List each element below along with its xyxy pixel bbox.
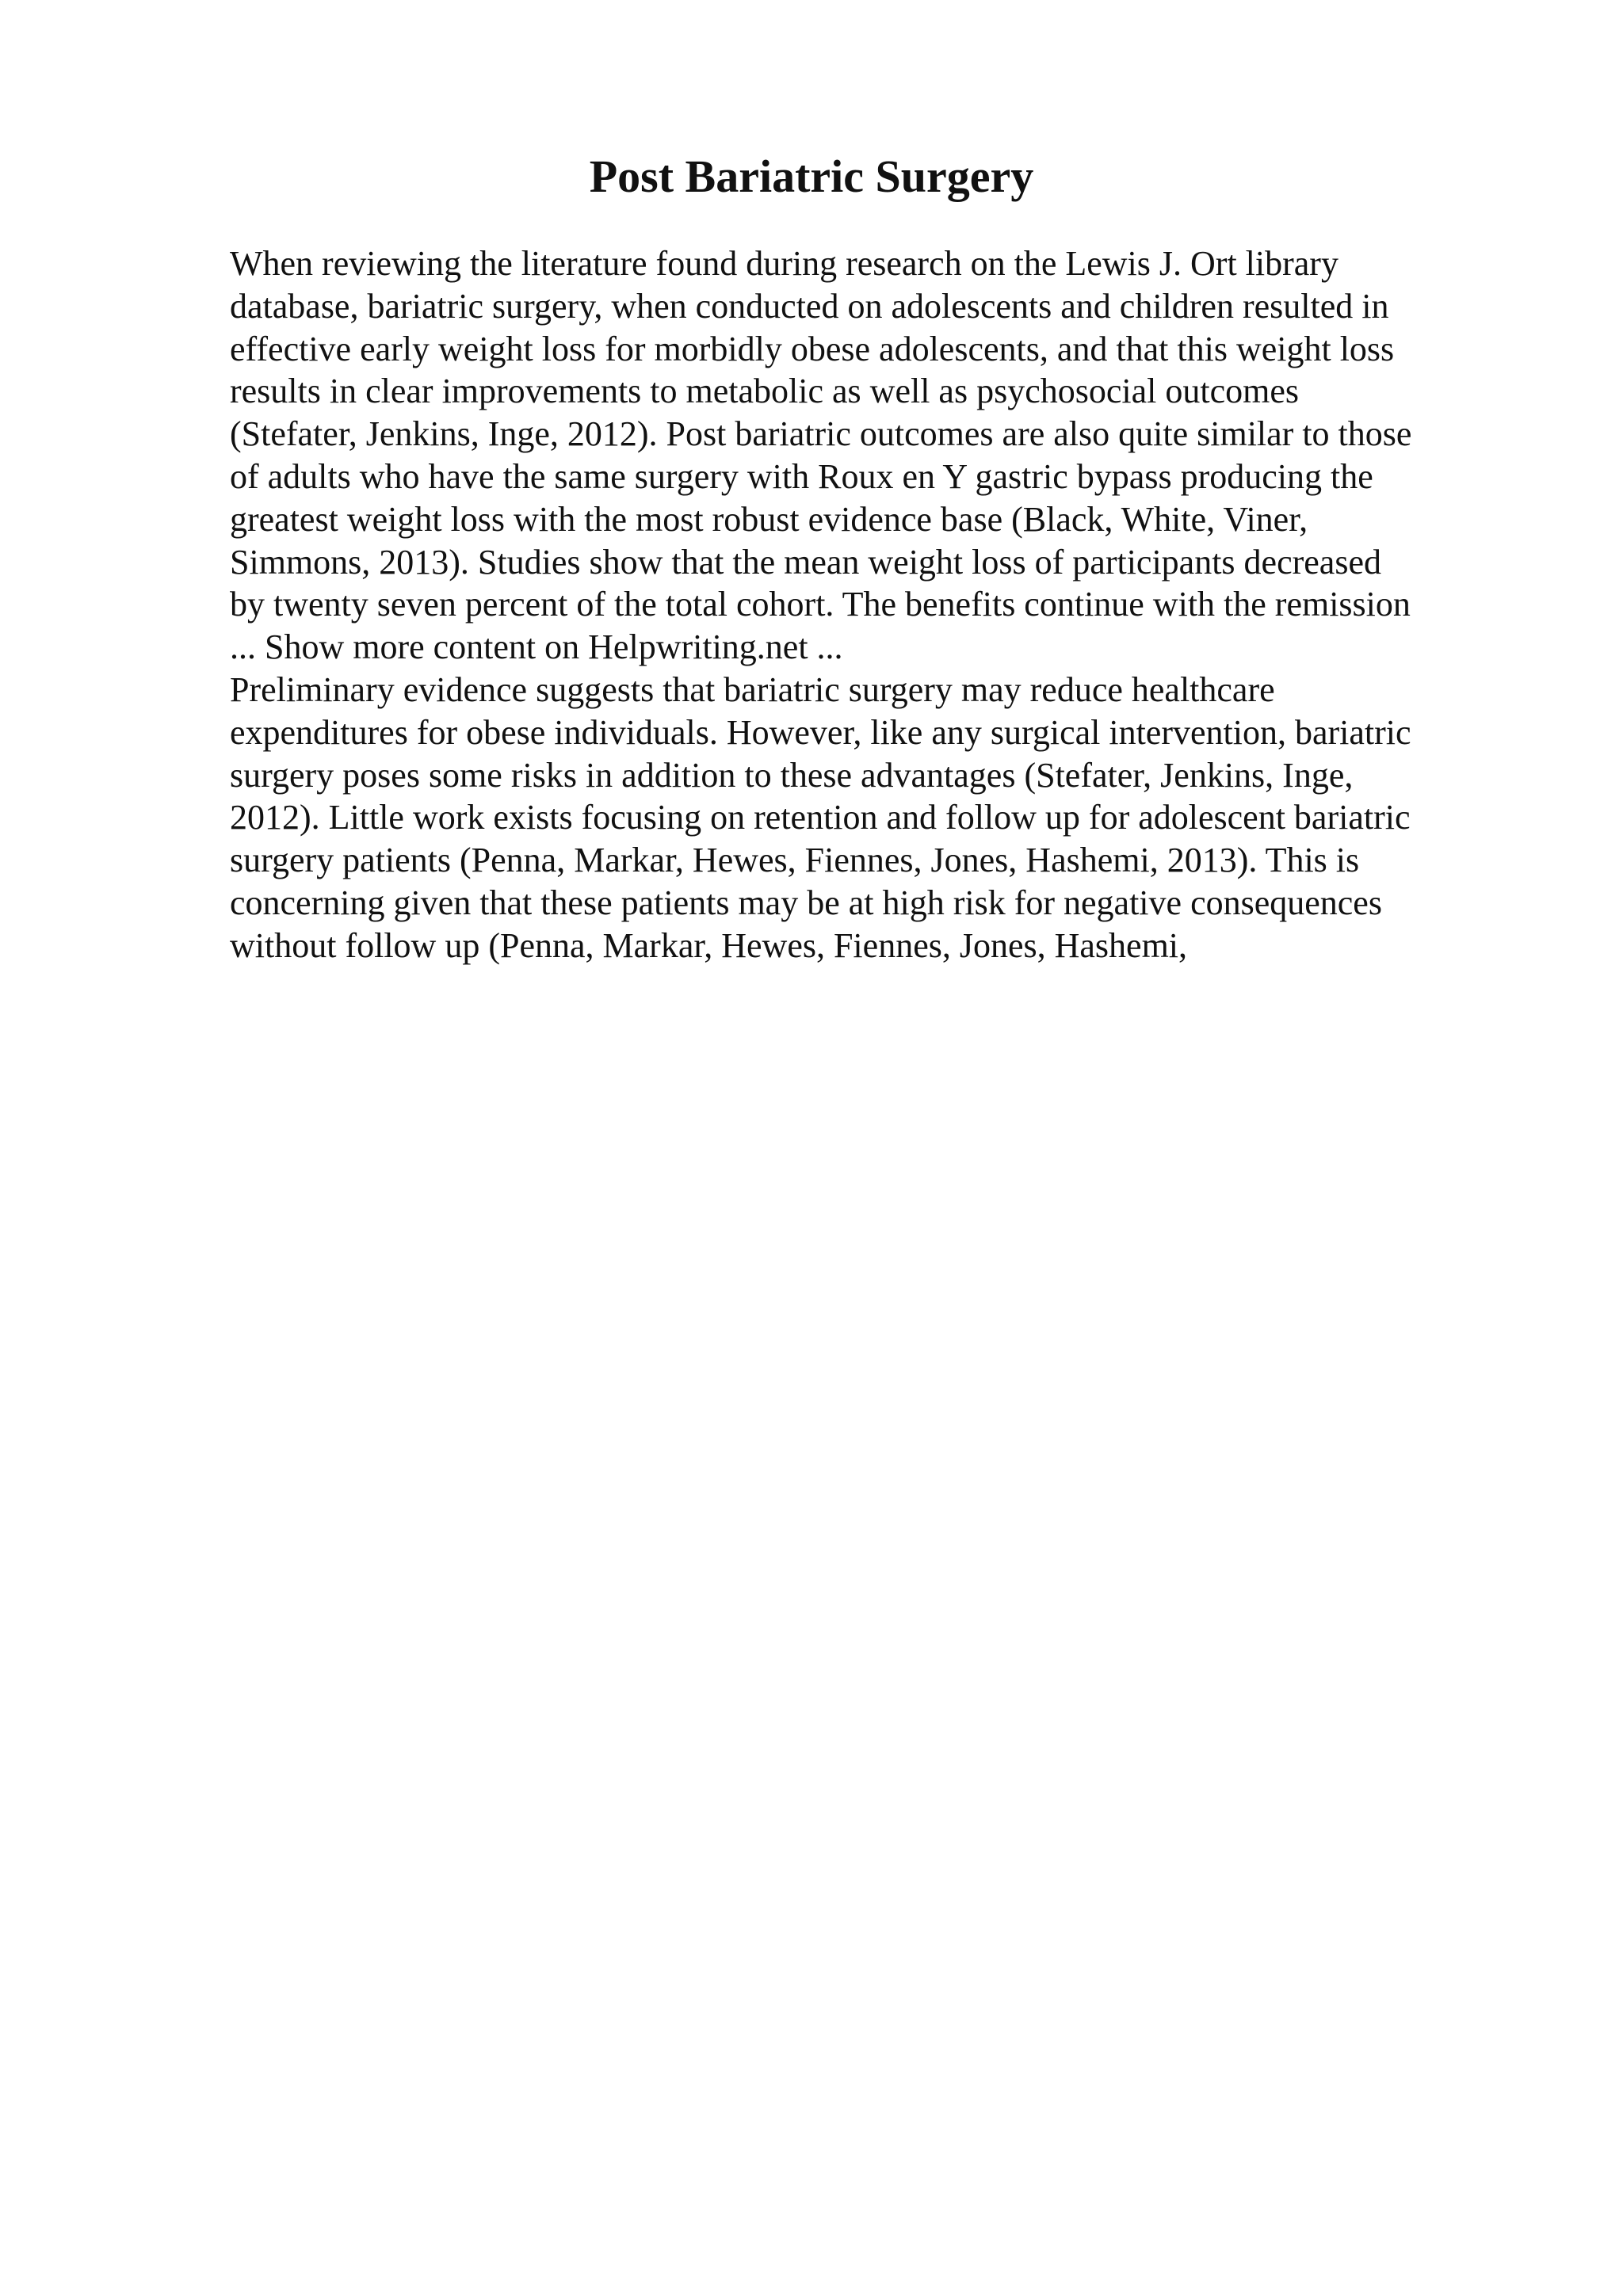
body-line: 2012). Little work exists focusing on retention and follow up for adolescent bariatric — [230, 798, 1411, 837]
document-title: Post Bariatric Surgery — [589, 151, 1034, 202]
body-line: concerning given that these patients may be at high risk for negative consequences — [230, 883, 1382, 922]
body-line: Preliminary evidence suggests that bariatric surgery may reduce healthcare — [230, 669, 1275, 709]
body-line: database, bariatric surgery, when conducted on adolescents and children resulted in — [230, 286, 1389, 326]
body-line: expenditures for obese individuals. However, like any surgical intervention, bariatric — [230, 712, 1411, 752]
body-line: (Stefater, Jenkins, Inge, 2012). Post bariatric outcomes are also quite similar to those — [230, 414, 1412, 454]
body-line: surgery patients (Penna, Markar, Hewes, Fiennes, Jones, Hashemi, 2013). This is — [230, 841, 1360, 880]
body-line: greatest weight loss with the most robust evidence base (Black, White, Viner, — [230, 499, 1308, 539]
body-line: When reviewing the literature found during research on the Lewis J. Ort library — [230, 244, 1338, 283]
body-line: results in clear improvements to metabolic as well as psychosocial outcomes — [230, 372, 1299, 411]
body-line: surgery poses some risks in addition to these advantages (Stefater, Jenkins, Inge, — [230, 755, 1354, 795]
body-line: effective early weight loss for morbidly obese adolescents, and that this weight loss — [230, 329, 1395, 368]
document-body — [230, 242, 1514, 967]
body-line: Simmons, 2013). Studies show that the mean weight loss of participants decreased — [230, 542, 1381, 582]
body-line: without follow up (Penna, Markar, Hewes, Fiennes, Jones, Hashemi, — [230, 925, 1188, 965]
show-more-line[interactable]: ... Show more content on Helpwriting.net ... — [230, 627, 843, 667]
body-line: by twenty seven percent of the total cohort. The benefits continue with the remission — [230, 585, 1411, 624]
body-line: of adults who have the same surgery with Roux en Y gastric bypass producing the — [230, 456, 1373, 496]
